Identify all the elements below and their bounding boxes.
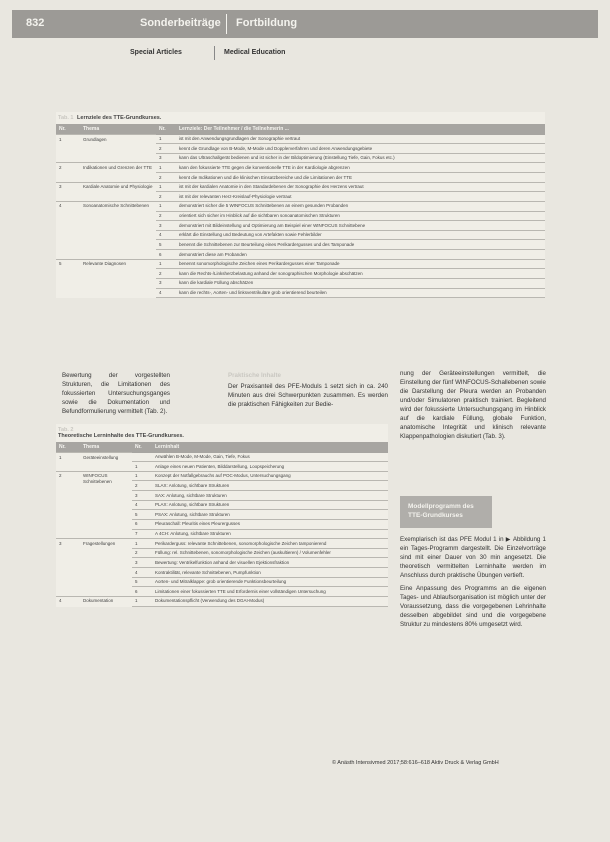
item-number: 3 (156, 278, 176, 288)
item-text: kennt die Indikationen und die klinischen Einsatzbereiche und die Limitationen der TTE (176, 173, 545, 183)
item-text: ist mit den Anwendungsgrundlagen der Sonographie vertraut (176, 135, 545, 144)
group-number: 1 (56, 135, 80, 163)
item-number: 6 (132, 519, 152, 529)
section-heading: Modellprogramm des (408, 503, 474, 510)
table-label: Tab. 1 (58, 115, 74, 121)
item-text: Anlage eines neuen Patienten, Bilddarstellung, Loopspeicherung (152, 462, 388, 472)
table-row (56, 259, 545, 269)
category-title: Fortbildung (236, 17, 298, 29)
item-number: 3 (156, 153, 176, 163)
item-number: 1 (132, 596, 152, 606)
group-topic: Relevante Diagnosen (80, 259, 156, 298)
item-text: kann die Rechts-/Linksherzbelastung anhand der sonographischen Morphologie abschätzen (176, 269, 545, 279)
item-text: PSAX: Anlotung, sichtbare Strukturen (152, 510, 388, 520)
group-number: 4 (56, 596, 80, 606)
paragraph: nung der Geräteeinstellungen vermittelt, die Einstellung der fünf WINFOCUS-Schallebenen sowie die Darstellung der Pleura werden an Probanden und/oder Simulatoren praktisch trainiert. Begleitend wird der fokussierte Untersuchungsgang im Hinblick auf die kardiale Füllung, globale Funktion, anatomische Integrität und klinisch relevante Klappenpathologien diskutiert (Tab. 3). (400, 370, 546, 440)
table-row (56, 182, 545, 192)
column-header: Thema (80, 124, 156, 135)
group-topic: Grundlagen (80, 135, 156, 163)
item-number: 1 (132, 462, 152, 472)
item-number: 5 (132, 510, 152, 520)
item-number: 2 (132, 481, 152, 491)
column-header: Nr. (56, 124, 80, 135)
section-title: Sonderbeiträge (140, 17, 221, 29)
item-number: 6 (156, 250, 176, 260)
column-header: Nr. (56, 442, 80, 453)
column-header: Lernziele: Der Teilnehmer / die Teilnehmerin ... (176, 124, 545, 135)
body-text-middle (228, 372, 388, 414)
body-text-right-lower (400, 536, 546, 634)
item-number: 1 (156, 182, 176, 192)
column-header: Nr. (132, 442, 152, 453)
table-header-row (56, 442, 388, 453)
page-footer: © Anästh Intensivmed 2017;58:616–618 Aktiv Druck & Verlag GmbH (332, 760, 499, 766)
subheading: Praktische Inhalte (228, 372, 281, 379)
item-number: 2 (156, 173, 176, 183)
section-heading-box (400, 496, 492, 528)
page-header-bar (12, 10, 598, 38)
item-number: 1 (156, 135, 176, 144)
item-text: demonstriert sicher die 5 WINFOCUS Schnittebenen an einem gesunden Probanden (176, 201, 545, 211)
item-text: Pleuraschall: Pleuritis eines Pleurergusses (152, 519, 388, 529)
group-number: 2 (56, 163, 80, 182)
item-text: PLAX: Anlotung, sichtbare Strukturen (152, 500, 388, 510)
item-text: orientiert sich sicher im Hinblick auf die sichtbaren sonoanatomischen Strukturen (176, 211, 545, 221)
item-text: benennt die Schnittebenen zur Beurteilung eines Perikardergusses und des Tamponade (176, 240, 545, 250)
table-caption (56, 112, 545, 124)
item-number: 3 (132, 491, 152, 501)
item-text: ist mit der relevanten Herz-Kreislauf-Physiologie vertraut (176, 192, 545, 202)
item-text: demonstriert mit Bildeinstellung und Optimierung am Beispiel einer WINFOCUS Schnittebene (176, 221, 545, 231)
column-header: Lerninhalt (152, 442, 388, 453)
subheader-divider (214, 46, 215, 60)
item-text: Bewertung: Ventrikelfunktion anhand der visuellen Ejektionsfraktion (152, 558, 388, 568)
item-text: A 4CH: Anlotung, sichtbare Strukturen (152, 529, 388, 539)
page-number: 832 (26, 17, 45, 29)
group-topic: Dokumentation (80, 596, 132, 606)
table-body (56, 453, 388, 607)
item-text: demonstriert diese am Probanden (176, 250, 545, 260)
table-caption (56, 424, 388, 442)
group-topic: Geräteeinstellung (80, 453, 132, 472)
paragraph: Bewertung der vorgestellten Strukturen, die Limitationen des fokussierten Untersuchungsganges sowie die Dokumentation und Befundformulierung vermittelt (Tab. 2). (62, 372, 170, 415)
item-number: 2 (156, 269, 176, 279)
item-text: kann die kardiale Füllung abschätzen (176, 278, 545, 288)
header-divider (226, 14, 227, 34)
category-title-en: Medical Education (224, 49, 286, 56)
item-number: 5 (156, 240, 176, 250)
item-number (132, 453, 152, 462)
item-text: SAX: Anlotung, sichtbare Strukturen (152, 491, 388, 501)
item-text: ist mit der kardialen Anatomie in den Standardebenen der Sonographie des Herzens vertraut (176, 182, 545, 192)
item-text: Aorten- und Mitralklappe: grob orientierende Funktionsbeurteilung (152, 577, 388, 587)
table-2 (56, 424, 388, 607)
item-number: 2 (156, 144, 176, 154)
group-number: 5 (56, 259, 80, 298)
item-number: 5 (132, 577, 152, 587)
item-number: 2 (132, 548, 152, 558)
paragraph: Exemplarisch ist das PFE Modul 1 in ▶ Abbildung 1 ein Tages-Programm dargestellt. Die Einzelvorträge sind mit einer Dauer von 30 min angesetzt. Die theoretisch vermittelten Lerninhalte werden im Anschluss durch praktische Übungen vertieft. (400, 536, 546, 579)
item-number: 1 (132, 471, 152, 481)
item-number: 3 (132, 558, 152, 568)
table-row (56, 539, 388, 549)
table-body (56, 135, 545, 298)
group-number: 3 (56, 539, 80, 597)
paragraph: Eine Anpassung des Programms an die eigenen Tages- und Ablaufsorganisation ist möglich unter der Voraussetzung, dass die vorgegebenen Lehrinhalte desselben abgebildet sind und die vorgegebene Struktur zu mindestens 80% umgesetzt wird. (400, 584, 546, 628)
item-text: erklärt die Einstellung und Bedeutung von Artefakten sowie Fehlerbilder (176, 230, 545, 240)
table-caption-text: Theoretische Lerninhalte des TTE-Grundkurses. (58, 433, 184, 439)
body-text-left (62, 372, 170, 421)
item-text: benennt sonomorphologische Zeichen eines Perikardergusses einer Tamponade (176, 259, 545, 269)
item-number: 4 (132, 568, 152, 578)
table-row (56, 596, 388, 606)
item-text: SLAX: Anlotung, sichtbare Strukturen (152, 481, 388, 491)
table-row (56, 135, 545, 144)
item-text: kann die rechts-, Aorten- und linksventrikuläre grob orientierend beurteilen (176, 288, 545, 298)
group-topic: Sonoanatomische Schnittebenen (80, 201, 156, 259)
item-number: 2 (156, 192, 176, 202)
item-text: Perikarderguss: relevante Schnittebenen, sonomorphologische Zeichen tamponierend (152, 539, 388, 549)
item-text: Dokumentationspflicht (Verwendung des DGAI-Modus) (152, 596, 388, 606)
group-topic: Fragestellungen (80, 539, 132, 597)
item-number: 3 (156, 221, 176, 231)
item-text: kann den fokussierte TTE gegen die konventionelle TTE in der Kardiologie abgrenzen (176, 163, 545, 173)
table-row (56, 471, 388, 481)
group-topic: Indikationen und Grenzen der TTE (80, 163, 156, 182)
group-topic: Kardiale Anatomie und Physiologie (80, 182, 156, 201)
item-text: Kontraktilität, relevante Schnittebenen, Pumpfunktion (152, 568, 388, 578)
group-topic: WINFOCUS Schnittebenen (80, 471, 132, 538)
group-number: 4 (56, 201, 80, 259)
item-number: 4 (156, 230, 176, 240)
item-text: Füllung: rel. Schnittebenen, sonomorphologische Zeichen (auskultieren) / Volumenfehler (152, 548, 388, 558)
column-header: Nr. (156, 124, 176, 135)
item-number: 2 (156, 211, 176, 221)
item-number: 4 (156, 288, 176, 298)
item-number: 1 (132, 539, 152, 549)
item-number: 6 (132, 587, 152, 597)
item-number: 1 (156, 201, 176, 211)
item-number: 4 (132, 500, 152, 510)
table-row (56, 163, 545, 173)
item-text: Konzept der Notfallgebrauchs auf POC-Modus, Untersuchungsgang (152, 471, 388, 481)
table-caption-text: Lernziele des TTE-Grundkurses. (77, 115, 162, 121)
group-number: 2 (56, 471, 80, 538)
section-heading: TTE-Grundkurses (408, 512, 463, 520)
item-text: kann das Ultraschallgerät bedienen und ist sicher in der Bildoptimierung (Einstellung Tiefe, Gain, Fokus etc.) (176, 153, 545, 163)
learning-goals-table (56, 124, 545, 298)
item-text: Anwählen B-Mode, M-Mode, Gain, Tiefe, Fokus (152, 453, 388, 462)
table-row (56, 201, 545, 211)
table-row (56, 453, 388, 462)
item-number: 7 (132, 529, 152, 539)
table-label: Tab. 2 (58, 427, 74, 433)
column-header: Thema (80, 442, 132, 453)
paragraph: Der Praxisanteil des PFE-Moduls 1 setzt sich in ca. 240 Minuten aus drei Schwerpunkten zusammen. Es werden die praktischen Fähigkeiten zur Bedie- (228, 382, 388, 408)
item-text: kennt die Grundlage von B-Mode, M-Mode und Dopplerverfahren und deren Anwendungsgebiete (176, 144, 545, 154)
section-title-en: Special Articles (130, 49, 182, 56)
item-text: Limitationen einer fokussierten TTE und Erfordernis einer vollständigen Untersuchung (152, 587, 388, 597)
table-1 (56, 112, 545, 298)
theory-content-table (56, 442, 388, 607)
group-number: 3 (56, 182, 80, 201)
group-number: 1 (56, 453, 80, 472)
table-header-row (56, 124, 545, 135)
body-text-right (400, 370, 546, 446)
item-number: 1 (156, 259, 176, 269)
item-number: 1 (156, 163, 176, 173)
